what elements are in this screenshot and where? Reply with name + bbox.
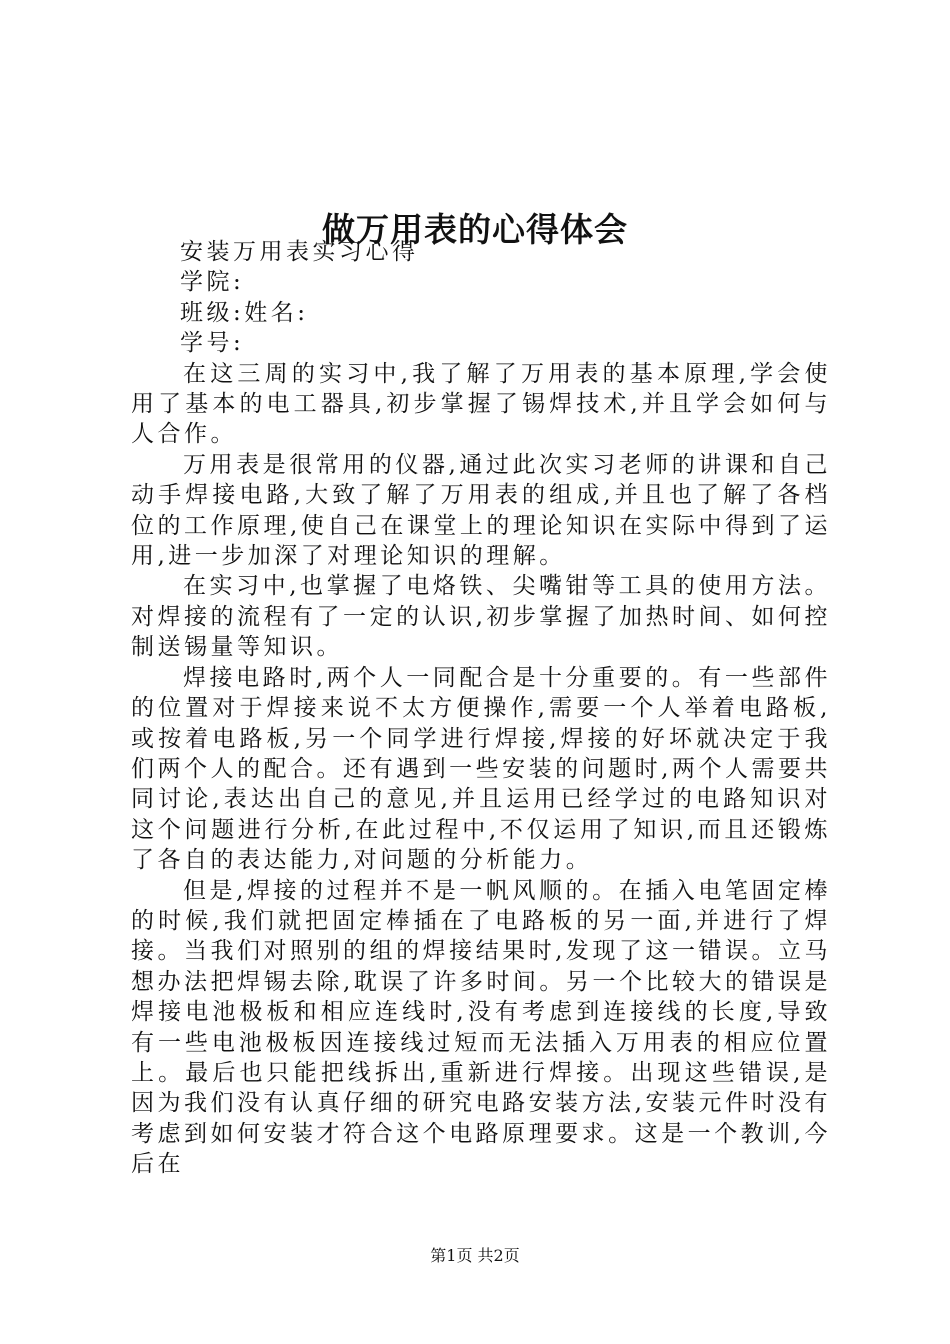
paragraph: 焊接电路时,两个人一同配合是十分重要的。有一些部件的位置对于焊接来说不太方便操作,需要一个人举着电路板,或按着电路板,另一个同学进行焊接,焊接的好坏就决定于我们两个人的配合。还有遇到一些安装的问题时,两个人需要共同讨论,表达出自己的意见,并且运用已经学过的电路知识对这个问题进行分析,在此过程中,不仅运用了知识,而且还锻炼了各自的表达能力,对问题的分析能力。 [131,664,831,874]
paragraph: 万用表是很常用的仪器,通过此次实习老师的讲课和自己动手焊接电路,大致了解了万用表的组成,并且也了解了各档位的工作原理,使自己在课堂上的理论知识在实际中得到了运用,进一步加深了对理论知识的理解。 [131,451,831,570]
document-title: 做万用表的心得体会 [322,210,628,250]
college-line: 学院: [180,269,245,296]
class-name-line: 班级:姓名: [180,299,309,326]
page-number-footer: 第1页 共2页 [430,1246,520,1265]
paragraph: 在实习中,也掌握了电烙铁、尖嘴钳等工具的使用方法。对焊接的流程有了一定的认识,初步掌握了加热时间、如何控制送锡量等知识。 [131,573,831,661]
student-id-line: 学号: [180,330,245,357]
document-body [131,237,831,1180]
paragraph: 但是,焊接的过程并不是一帆风顺的。在插入电笔固定棒的时候,我们就把固定棒插在了电路板的另一面,并进行了焊接。当我们对照别的组的焊接结果时,发现了这一错误。立马想办法把焊锡去除,耽误了许多时间。另一个比较大的错误是焊接电池极板和相应连线时,没有考虑到连接线的长度,导致有一些电池极板因连接线过短而无法插入万用表的相应位置上。最后也只能把线拆出,重新进行焊接。出现这些错误,是因为我们没有认真仔细的研究电路安装方法,安装元件时没有考虑到如何安装才符合这个电路原理要求。这是一个教训,今后在 [131,877,831,1178]
paragraph: 在这三周的实习中,我了解了万用表的基本原理,学会使用了基本的电工器具,初步掌握了锡焊技术,并且学会如何与人合作。 [131,360,831,448]
subtitle-line: 安装万用表实习心得 [180,239,419,265]
